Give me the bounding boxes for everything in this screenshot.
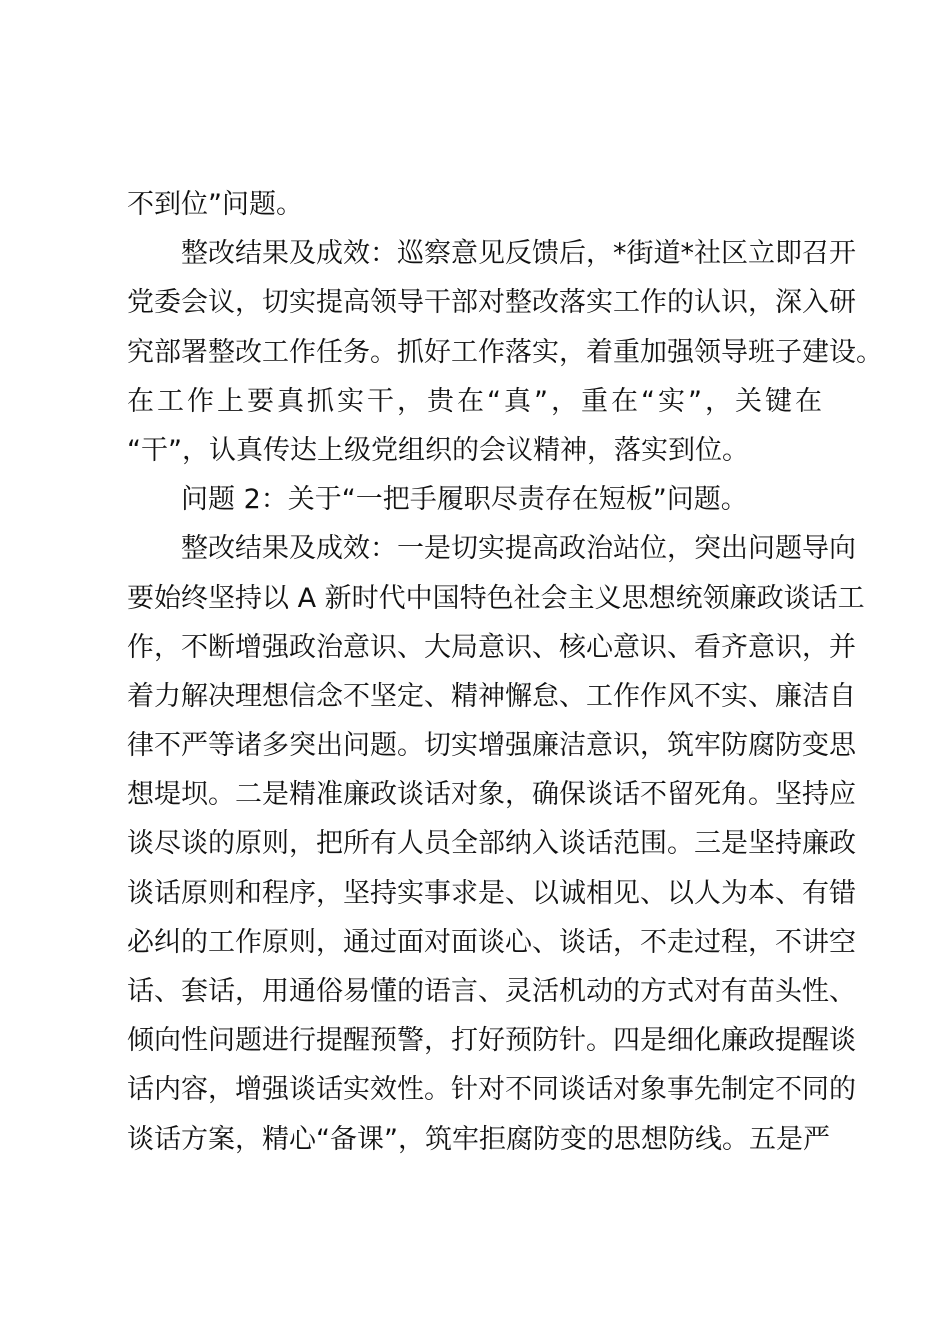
text-line: 要始终坚持以 A 新时代中国特色社会主义思想统领廉政谈话工 — [127, 582, 865, 614]
text-line: 律不严等诸多突出问题。切实增强廉洁意识，筑牢防腐防变思 — [127, 730, 856, 762]
paragraph-start-line: 整改结果及成效：一是切实提高政治站位，突出问题导向 — [181, 533, 856, 565]
text-line: 着力解决理想信念不坚定、精神懈怠、工作作风不实、廉洁自 — [127, 680, 856, 712]
text-line: 必纠的工作原则，通过面对面谈心、谈话，不走过程，不讲空 — [127, 926, 856, 958]
problem-heading-line: 问题 2：关于“一把手履职尽责存在短板”问题。 — [181, 484, 748, 516]
text-line: 话内容，增强谈话实效性。针对不同谈话对象事先制定不同的 — [127, 1074, 856, 1106]
text-line: 话、套话，用通俗易懂的语言、灵活机动的方式对有苗头性、 — [127, 976, 856, 1007]
text-line: 谈尽谈的原则，把所有人员全部纳入谈话范围。三是坚持廉政 — [127, 828, 856, 860]
text-line: 党委会议，切实提高领导干部对整改落实工作的认识，深入研 — [127, 287, 856, 319]
text-line: 谈话方案，精心“备课”，筑牢拒腐防变的思想防线。五是严 — [127, 1123, 830, 1155]
document-body — [127, 180, 883, 1164]
text-line: “干”，认真传达上级党组织的会议精神，落实到位。 — [127, 434, 749, 466]
text-line: 谈话原则和程序，坚持实事求是、以诚相见、以人为本、有错 — [127, 877, 856, 909]
text-line: 想堤坝。二是精准廉政谈话对象，确保谈话不留死角。坚持应 — [127, 779, 856, 811]
paragraph-start-line: 整改结果及成效：巡察意见反馈后，*街道*社区立即召开 — [181, 238, 856, 270]
text-line: 究部署整改工作任务。抓好工作落实，着重加强领导班子建设。 — [127, 336, 883, 368]
text-line: 作，不断增强政治意识、大局意识、核心意识、看齐意识，并 — [127, 631, 856, 663]
text-line: 倾向性问题进行提醒预警，打好预防针。四是细化廉政提醒谈 — [127, 1025, 856, 1057]
text-line: 在工作上要真抓实干，贵在“真”，重在“实”，关键在 — [127, 385, 825, 417]
text-line: 不到位”问题。 — [127, 189, 303, 220]
